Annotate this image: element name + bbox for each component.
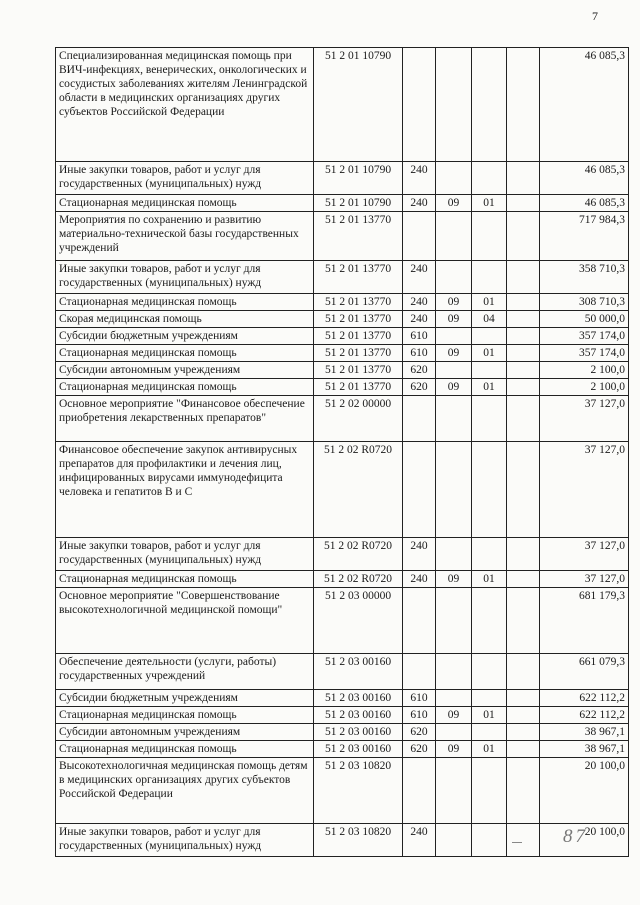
row-name: Субсидии автономным учреждениям [56, 724, 314, 741]
row-amount: 37 127,0 [540, 538, 629, 571]
row-subsection [472, 724, 507, 741]
row-section [436, 442, 472, 538]
table-row [56, 690, 629, 707]
row-name: Скорая медицинская помощь [56, 311, 314, 328]
row-expense-type: 620 [403, 362, 436, 379]
table-row [56, 724, 629, 741]
row-amount: 308 710,3 [540, 294, 629, 311]
row-code: 51 2 01 10790 [314, 162, 403, 195]
row-section [436, 724, 472, 741]
row-name: Мероприятия по сохранению и развитию материально-технической базы государственных учреждений [56, 212, 314, 261]
row-name: Стационарная медицинская помощь [56, 571, 314, 588]
row-amount: 38 967,1 [540, 741, 629, 758]
row-code: 51 2 01 13770 [314, 328, 403, 345]
row-code: 51 2 03 10820 [314, 758, 403, 824]
row-subsection [472, 261, 507, 294]
row-code: 51 2 03 00160 [314, 707, 403, 724]
row-section [436, 212, 472, 261]
budget-table-body [56, 48, 629, 857]
table-row [56, 195, 629, 212]
row-code: 51 2 01 13770 [314, 311, 403, 328]
row-subsection [472, 690, 507, 707]
row-amount: 37 127,0 [540, 571, 629, 588]
table-row [56, 442, 629, 538]
row-section [436, 538, 472, 571]
row-name: Основное мероприятие "Финансовое обеспечение приобретения лекарственных препаратов" [56, 396, 314, 442]
row-empty [507, 162, 540, 195]
row-expense-type: 240 [403, 195, 436, 212]
row-amount: 2 100,0 [540, 379, 629, 396]
row-empty [507, 724, 540, 741]
row-subsection [472, 824, 507, 857]
row-expense-type: 620 [403, 379, 436, 396]
row-name: Стационарная медицинская помощь [56, 741, 314, 758]
row-section: 09 [436, 345, 472, 362]
row-subsection [472, 48, 507, 162]
row-name: Иные закупки товаров, работ и услуг для государственных (муниципальных) нужд [56, 162, 314, 195]
row-empty [507, 261, 540, 294]
row-amount: 46 085,3 [540, 195, 629, 212]
row-expense-type: 240 [403, 261, 436, 294]
table-row [56, 824, 629, 857]
row-amount: 358 710,3 [540, 261, 629, 294]
row-subsection: 01 [472, 741, 507, 758]
table-row [56, 707, 629, 724]
row-empty [507, 571, 540, 588]
row-subsection [472, 162, 507, 195]
row-empty [507, 345, 540, 362]
row-amount: 357 174,0 [540, 345, 629, 362]
row-section: 09 [436, 379, 472, 396]
page-number: 7 [592, 9, 598, 23]
row-name: Стационарная медицинская помощь [56, 379, 314, 396]
table-row [56, 328, 629, 345]
row-code: 51 2 03 00160 [314, 654, 403, 690]
row-amount: 357 174,0 [540, 328, 629, 345]
row-name: Субсидии автономным учреждениям [56, 362, 314, 379]
row-code: 51 2 01 10790 [314, 195, 403, 212]
row-code: 51 2 02 R0720 [314, 571, 403, 588]
row-section [436, 362, 472, 379]
row-section [436, 758, 472, 824]
row-section [436, 328, 472, 345]
row-empty [507, 379, 540, 396]
row-empty [507, 328, 540, 345]
row-empty [507, 707, 540, 724]
row-subsection [472, 442, 507, 538]
row-section: 09 [436, 311, 472, 328]
row-amount: 50 000,0 [540, 311, 629, 328]
row-code: 51 2 01 13770 [314, 362, 403, 379]
row-amount: 622 112,2 [540, 690, 629, 707]
row-amount: 20 100,0 [540, 824, 629, 857]
row-code: 51 2 03 00000 [314, 588, 403, 654]
row-expense-type: 240 [403, 311, 436, 328]
row-name: Субсидии бюджетным учреждениям [56, 690, 314, 707]
row-subsection [472, 396, 507, 442]
row-section: 09 [436, 707, 472, 724]
row-subsection: 01 [472, 707, 507, 724]
row-amount: 2 100,0 [540, 362, 629, 379]
row-subsection [472, 758, 507, 824]
row-name: Основное мероприятие "Совершенствование высокотехнологичной медицинской помощи" [56, 588, 314, 654]
row-code: 51 2 03 00160 [314, 741, 403, 758]
row-name: Обеспечение деятельности (услуги, работы) государственных учреждений [56, 654, 314, 690]
row-code: 51 2 03 00160 [314, 690, 403, 707]
row-subsection: 01 [472, 571, 507, 588]
row-subsection [472, 654, 507, 690]
row-amount: 20 100,0 [540, 758, 629, 824]
row-empty [507, 741, 540, 758]
row-section [436, 690, 472, 707]
row-subsection [472, 362, 507, 379]
row-subsection: 01 [472, 379, 507, 396]
table-row [56, 362, 629, 379]
table-row [56, 588, 629, 654]
row-section [436, 396, 472, 442]
row-empty [507, 654, 540, 690]
row-expense-type [403, 212, 436, 261]
row-section [436, 824, 472, 857]
row-subsection: 01 [472, 195, 507, 212]
row-empty [507, 48, 540, 162]
row-expense-type: 620 [403, 724, 436, 741]
table-row [56, 758, 629, 824]
row-expense-type: 240 [403, 571, 436, 588]
row-subsection [472, 538, 507, 571]
page-stamp: 87 [563, 826, 588, 847]
row-name: Специализированная медицинская помощь при ВИЧ-инфекциях, венерических, онкологических и сосудистых заболеваниях жителям Ленинградской области в медицинских организациях других субъектов Российской Федерации [56, 48, 314, 162]
row-name: Субсидии бюджетным учреждениям [56, 328, 314, 345]
scan-mark [512, 842, 522, 843]
row-expense-type: 610 [403, 690, 436, 707]
row-name: Иные закупки товаров, работ и услуг для государственных (муниципальных) нужд [56, 538, 314, 571]
row-code: 51 2 01 13770 [314, 345, 403, 362]
row-amount: 38 967,1 [540, 724, 629, 741]
table-row [56, 294, 629, 311]
row-subsection: 04 [472, 311, 507, 328]
row-name: Высокотехнологичная медицинская помощь детям в медицинских организациях других субъектов Российской Федерации [56, 758, 314, 824]
table-row [56, 162, 629, 195]
row-name: Иные закупки товаров, работ и услуг для государственных (муниципальных) нужд [56, 261, 314, 294]
row-expense-type: 240 [403, 824, 436, 857]
table-row [56, 741, 629, 758]
row-expense-type [403, 654, 436, 690]
row-empty [507, 195, 540, 212]
row-name: Стационарная медицинская помощь [56, 345, 314, 362]
row-empty [507, 758, 540, 824]
row-empty [507, 396, 540, 442]
row-section [436, 654, 472, 690]
row-code: 51 2 02 00000 [314, 396, 403, 442]
row-empty [507, 538, 540, 571]
table-row [56, 48, 629, 162]
row-empty [507, 442, 540, 538]
row-empty [507, 311, 540, 328]
row-expense-type [403, 442, 436, 538]
row-code: 51 2 01 13770 [314, 379, 403, 396]
row-empty [507, 588, 540, 654]
table-row [56, 345, 629, 362]
row-subsection: 01 [472, 345, 507, 362]
row-code: 51 2 02 R0720 [314, 442, 403, 538]
row-subsection [472, 588, 507, 654]
row-code: 51 2 01 13770 [314, 212, 403, 261]
row-section: 09 [436, 741, 472, 758]
row-expense-type [403, 588, 436, 654]
row-code: 51 2 03 00160 [314, 724, 403, 741]
row-name: Стационарная медицинская помощь [56, 707, 314, 724]
row-amount: 681 179,3 [540, 588, 629, 654]
table-row [56, 571, 629, 588]
row-amount: 46 085,3 [540, 162, 629, 195]
row-empty [507, 824, 540, 857]
table-row [56, 212, 629, 261]
row-amount: 37 127,0 [540, 442, 629, 538]
row-expense-type: 240 [403, 294, 436, 311]
row-expense-type: 610 [403, 328, 436, 345]
row-amount: 717 984,3 [540, 212, 629, 261]
row-expense-type: 240 [403, 538, 436, 571]
table-row [56, 396, 629, 442]
row-section: 09 [436, 195, 472, 212]
row-amount: 661 079,3 [540, 654, 629, 690]
row-empty [507, 294, 540, 311]
row-name: Финансовое обеспечение закупок антивирусных препаратов для профилактики и лечения лиц, инфицированных вирусами иммунодефицита человека и гепатитов В и С [56, 442, 314, 538]
row-expense-type: 610 [403, 345, 436, 362]
row-empty [507, 362, 540, 379]
row-code: 51 2 01 13770 [314, 261, 403, 294]
row-section [436, 48, 472, 162]
row-amount: 622 112,2 [540, 707, 629, 724]
table-row [56, 261, 629, 294]
row-expense-type: 240 [403, 162, 436, 195]
row-subsection [472, 212, 507, 261]
row-amount: 37 127,0 [540, 396, 629, 442]
row-expense-type [403, 48, 436, 162]
table-row [56, 379, 629, 396]
budget-table [55, 47, 629, 857]
row-code: 51 2 03 10820 [314, 824, 403, 857]
row-name: Иные закупки товаров, работ и услуг для государственных (муниципальных) нужд [56, 824, 314, 857]
row-code: 51 2 02 R0720 [314, 538, 403, 571]
row-empty [507, 212, 540, 261]
row-expense-type [403, 758, 436, 824]
table-row [56, 311, 629, 328]
row-subsection [472, 328, 507, 345]
row-section [436, 588, 472, 654]
row-amount: 46 085,3 [540, 48, 629, 162]
row-section [436, 162, 472, 195]
row-expense-type: 610 [403, 707, 436, 724]
table-row [56, 538, 629, 571]
row-expense-type: 620 [403, 741, 436, 758]
row-section [436, 261, 472, 294]
row-code: 51 2 01 10790 [314, 48, 403, 162]
row-subsection: 01 [472, 294, 507, 311]
table-row [56, 654, 629, 690]
row-name: Стационарная медицинская помощь [56, 195, 314, 212]
row-section: 09 [436, 294, 472, 311]
row-name: Стационарная медицинская помощь [56, 294, 314, 311]
row-expense-type [403, 396, 436, 442]
row-code: 51 2 01 13770 [314, 294, 403, 311]
row-section: 09 [436, 571, 472, 588]
row-empty [507, 690, 540, 707]
